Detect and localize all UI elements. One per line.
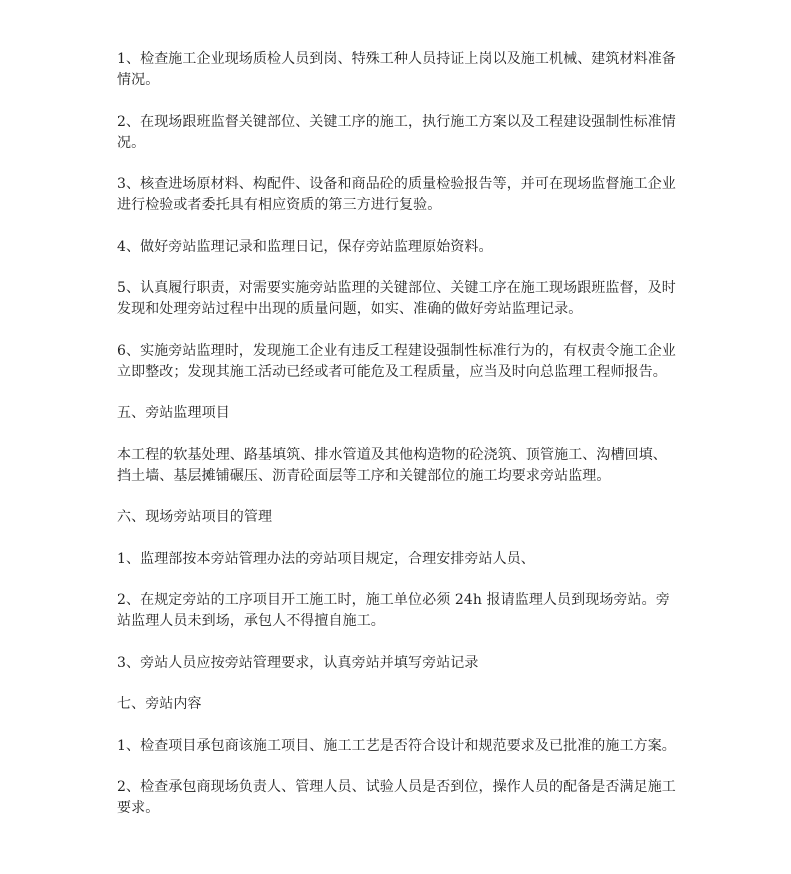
paragraph-item-6-violations: 6、实施旁站监理时，发现施工企业有违反工程建设强制性标准行为的，有权责令施工企业立即整改；发现其施工活动已经或者可能危及工程质量，应当及时向总监理工程师报告。 xyxy=(117,342,676,380)
section-heading-6: 六、现场旁站项目的管理 xyxy=(117,509,273,525)
section-heading-7: 七、旁站内容 xyxy=(117,696,202,712)
paragraph-mgmt-item-2: 2、在规定旁站的工序项目开工施工时，施工单位必须 24h 报请监理人员到现场旁站。旁站监理人员未到场，承包人不得擅自施工。 xyxy=(117,592,670,629)
paragraph-mgmt-item-3: 3、旁站人员应按旁站管理要求，认真旁站并填写旁站记录 xyxy=(117,654,479,671)
paragraph-item-5-duties: 5、认真履行职责，对需要实施旁站监理的关键部位、关键工序在施工现场跟班监督，及时发现和处理旁站过程中出现的质量问题，如实、准确的做好旁站监理记录。 xyxy=(117,280,676,317)
paragraph-content-item-1: 1、检查项目承包商该施工项目、施工工艺是否符合设计和规范要求及已批准的施工方案。 xyxy=(117,737,676,754)
paragraph-item-4-records: 4、做好旁站监理记录和监理日记，保存旁站监理原始资料。 xyxy=(117,238,493,255)
paragraph-item-3-material-inspection: 3、核查进场原材料、构配件、设备和商品砼的质量检验报告等，并可在现场监督施工企业进行检验或者委托具有相应资质的第三方进行复验。 xyxy=(117,176,676,213)
paragraph-content-item-2: 2、检查承包商现场负责人、管理人员、试验人员是否到位，操作人员的配备是否满足施工要求。 xyxy=(117,779,676,816)
paragraph-item-2-supervise-key-parts: 2、在现场跟班监督关键部位、关键工序的施工，执行施工方案以及工程建设强制性标准情况。 xyxy=(117,113,676,151)
section-heading-5: 五、旁站监理项目 xyxy=(117,405,230,421)
paragraph-item-1-personnel-check: 1、检查施工企业现场质检人员到岗、特殊工种人员持证上岗以及施工机械、建筑材料准备情况。 xyxy=(117,51,676,88)
paragraph-project-scope: 本工程的软基处理、路基填筑、排水管道及其他构造物的砼浇筑、顶管施工、沟槽回填、挡土墙、基层摊铺碾压、沥青砼面层等工序和关键部位的施工均要求旁站监理。 xyxy=(117,446,667,484)
paragraph-mgmt-item-1: 1、监理部按本旁站管理办法的旁站项目规定，合理安排旁站人员、 xyxy=(117,550,535,567)
